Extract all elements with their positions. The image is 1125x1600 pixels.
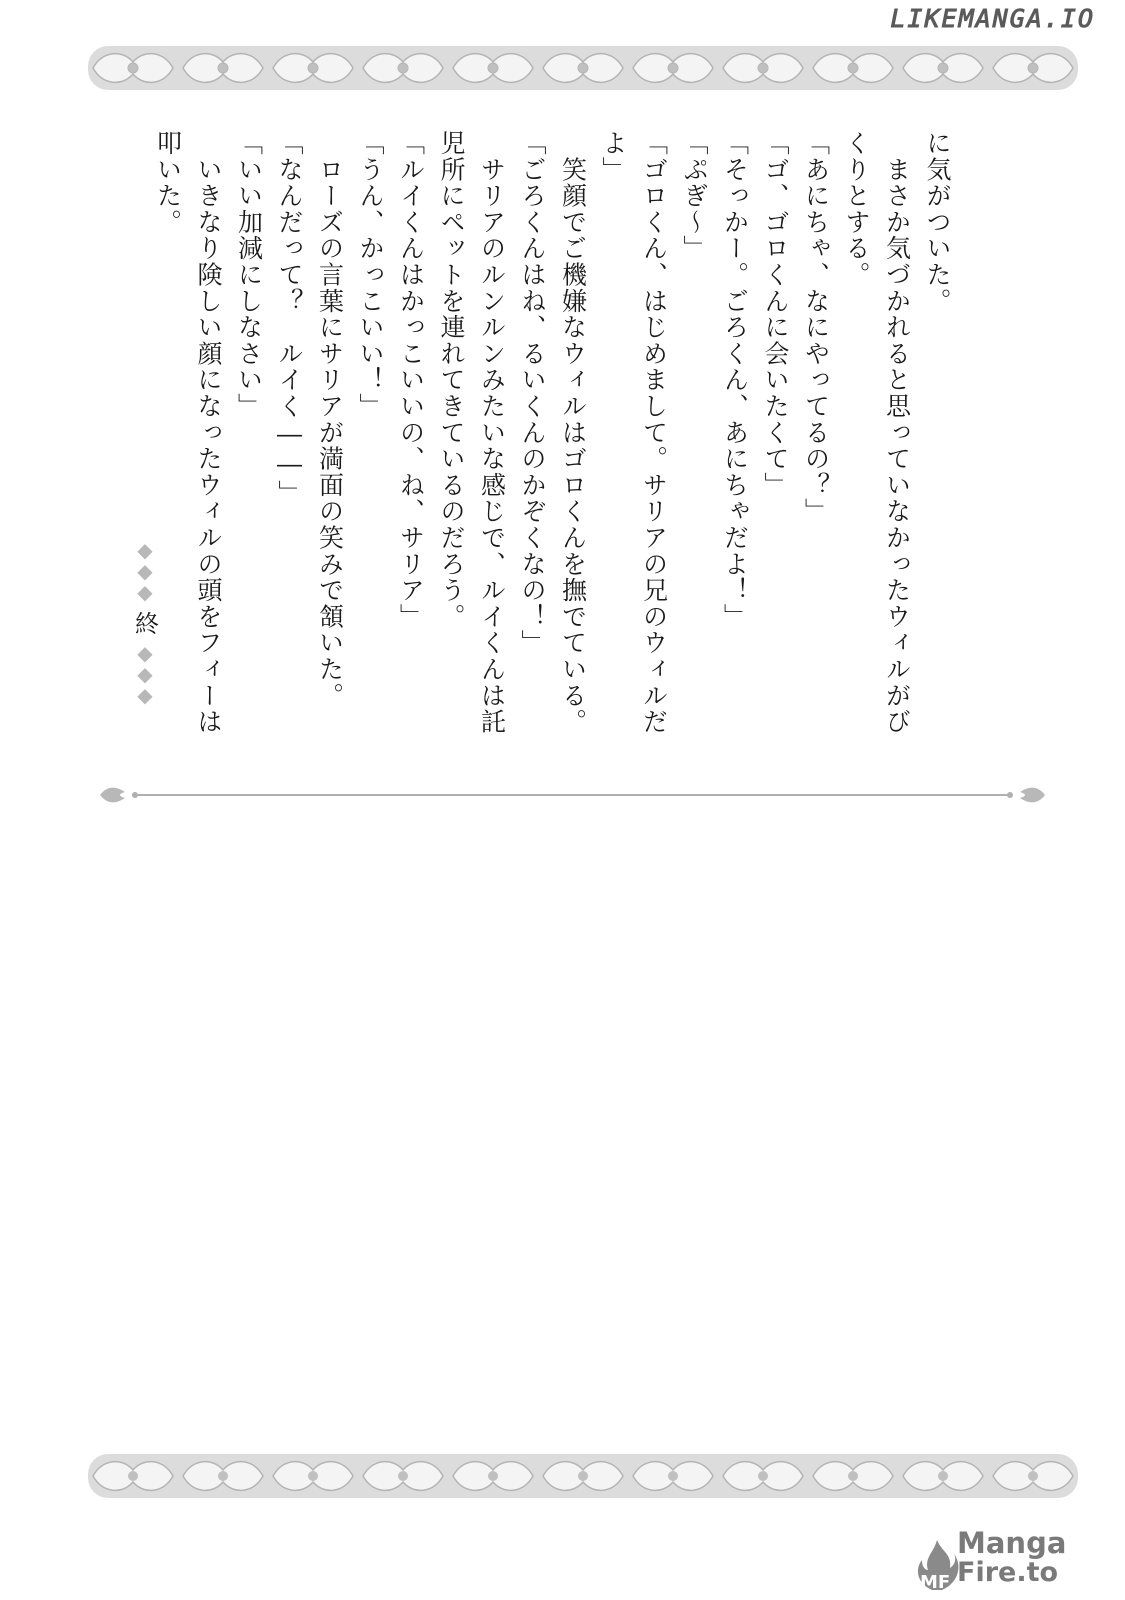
ornament-bud bbox=[308, 1471, 318, 1481]
ornament-bud bbox=[938, 1471, 948, 1481]
end-mark bbox=[125, 540, 165, 706]
text-line: に気がついた。 bbox=[923, 130, 952, 315]
scroll-divider bbox=[95, 780, 1050, 810]
diamond-icon: ◆ bbox=[137, 580, 153, 604]
diamond-icon: ◆ bbox=[137, 662, 153, 686]
top-ornament-border bbox=[88, 40, 1078, 96]
end-label: 終 bbox=[130, 611, 159, 635]
ornament-bud bbox=[758, 63, 768, 73]
diamond-icon: ◆ bbox=[137, 641, 153, 665]
text-line: よ」 bbox=[599, 130, 628, 183]
ornament-bud bbox=[398, 63, 408, 73]
flame-icon bbox=[912, 1538, 962, 1592]
ornament-bud bbox=[308, 63, 318, 73]
text-line: くりとする。 bbox=[842, 130, 871, 288]
text-line: いきなり険しい顔になったウィルの頭をフィーは bbox=[194, 130, 223, 735]
text-line: 「いい加減にしなさい」 bbox=[234, 130, 264, 420]
text-line: まさか気づかれると思っていなかったウィルがび bbox=[882, 130, 912, 735]
ornament-bud bbox=[668, 1471, 678, 1481]
site-watermark: LIKEMANGA.IO bbox=[890, 4, 1095, 33]
svg-text:MF: MF bbox=[920, 1572, 951, 1592]
ornament-bud bbox=[578, 1471, 588, 1481]
ornament-bud bbox=[1028, 1471, 1038, 1481]
logo-wordmark bbox=[957, 1528, 1066, 1588]
ornament-bud bbox=[578, 63, 588, 73]
text-line: 「そっかー。ごろくん、あにちゃだよ！」 bbox=[720, 130, 750, 630]
ornament-bud bbox=[128, 1471, 138, 1481]
text-line: 「なんだって？ ルイく――」 bbox=[275, 130, 304, 507]
ornament-bud bbox=[668, 63, 678, 73]
logo-line-1: Manga bbox=[957, 1526, 1067, 1560]
text-line: 「ルイくんはかっこいいの、ね、サリア」 bbox=[396, 130, 426, 630]
ornament-bud bbox=[398, 1471, 408, 1481]
text-line: 児所にペットを連れてきているのだろう。 bbox=[437, 130, 466, 630]
text-line: サリアのルンルンみたいな感じで、ルイくんは託 bbox=[477, 130, 507, 735]
text-line: 笑顔でご機嫌なウィルはゴロくんを撫でている。 bbox=[558, 130, 588, 735]
mangafire-logo bbox=[912, 1528, 1082, 1594]
text-line: 「ごろくんはね、るいくんのかぞくなの！」 bbox=[518, 130, 547, 656]
text-line: 「ぷぎ～」 bbox=[680, 130, 709, 262]
ornament-bud bbox=[488, 63, 498, 73]
logo-line-2: Fire.to bbox=[957, 1557, 1059, 1588]
ornament-bud bbox=[488, 1471, 498, 1481]
diamond-icon: ◆ bbox=[137, 538, 153, 562]
ornament-bud bbox=[848, 63, 858, 73]
text-line: 叩いた。 bbox=[153, 130, 183, 236]
ornament-bud bbox=[758, 1471, 768, 1481]
text-line: 「あにちゃ、なにやってるの？」 bbox=[801, 130, 831, 525]
diamond-icon: ◆ bbox=[137, 559, 153, 583]
ornament-bud bbox=[938, 63, 948, 73]
text-line: 「うん、かっこいい！」 bbox=[356, 130, 385, 420]
diamond-icon: ◆ bbox=[137, 683, 153, 707]
bottom-ornament-border bbox=[88, 1448, 1078, 1504]
text-line: 「ゴロくん、はじめまして。サリアの兄のウィルだ bbox=[639, 130, 669, 735]
ornament-bud bbox=[128, 63, 138, 73]
vertical-text-block bbox=[150, 130, 960, 760]
ornament-bud bbox=[848, 1471, 858, 1481]
ornament-bud bbox=[218, 1471, 228, 1481]
ornament-bud bbox=[218, 63, 228, 73]
text-line: 「ゴ、ゴロくんに会いたくて」 bbox=[761, 130, 790, 499]
text-line: ローズの言葉にサリアが満面の笑みで頷いた。 bbox=[315, 130, 345, 709]
ornament-bud bbox=[1028, 63, 1038, 73]
